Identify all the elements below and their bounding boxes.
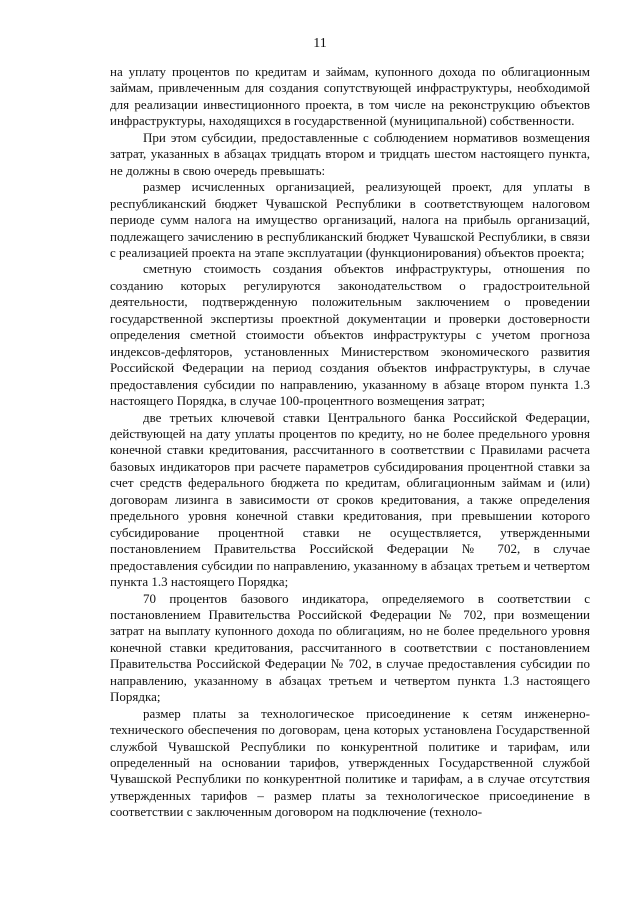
paragraph: две третьих ключевой ставки Центрального банка Российской Федерации, действующей на дату уплаты процентов по кредиту, но не более предельного уровня конечной ставки кредитования, рассчитанного в соответствии с Правилами расчета базовых индикаторов при расчете параметров субсидирования процентной ставки за счет средств федерального бюджета по кредитам, облигационным займам и (или) договорам лизинга в зависимости от сроков кредитования, а также определения предельного уровня конечной ставки кредитования, при превышении которого субсидирование процентной ставки не осуществляется, утвержденными постановлением Правительства Российской Федерации № 702, в случае предоставления субсидии по направлению, указанному в абзацах третьем и четвертом пункта 1.3 настоящего Порядка; bbox=[110, 409, 590, 590]
paragraph: на уплату процентов по кредитам и займам, купонного дохода по облигационным займам, привлеченным для создания сопутствующей инфраструктуры, необходимой для реализации инвестиционного проекта, в том числе на реконструкцию объектов инфраструктуры, находящихся в государственной (муниципальной) собственности. bbox=[110, 64, 590, 129]
paragraph: размер исчисленных организацией, реализующей проект, для уплаты в республиканский бюджет Чувашской Республики в соответствующем налоговом периоде сумм налога на имущество организаций, налога на прибыль организаций, подлежащего зачислению в республиканский бюджет Чувашской Республики, в связи с реализацией проекта на этапе эксплуатации (функционирования) объектов проекта; bbox=[110, 179, 590, 260]
paragraph: При этом субсидии, предоставленные с соблюдением нормативов возмещения затрат, указанных в абзацах тридцать втором и тридцать шестом настоящего пункта, не должны в свою очередь превышать: bbox=[110, 129, 590, 178]
document-body bbox=[110, 64, 590, 821]
paragraph: 70 процентов базового индикатора, определяемого в соответствии с постановлением Правительства Российской Федерации № 702, при возмещении затрат на выплату купонного дохода по облигациям, но не более предельного уровня конечной ставки кредитования, рассчитанного в соответствии с постановлением Правительства Российской Федерации № 702, в случае предоставления субсидии по направлению, указанному в абзацах третьем и четвертом пункта 1.3 настоящего Порядка; bbox=[110, 590, 590, 705]
page-number: 11 bbox=[313, 36, 327, 51]
paragraph: сметную стоимость создания объектов инфраструктуры, отношения по созданию которых регулируются законодательством о градостроительной деятельности, подтвержденную положительным заключением о проведении государственной экспертизы проектной документации и проверки достоверности определения сметной стоимости объектов инфраструктуры с учетом прогноза индексов-дефляторов, установленных Министерством экономического развития Российской Федерации на период создания объектов инфраструктуры, в случае предоставления субсидии по направлению, указанному в абзаце втором пункта 1.3 настоящего Порядка, в случае 100-процентного возмещения затрат; bbox=[110, 261, 590, 409]
paragraph: размер платы за технологическое присоединение к сетям инженерно-технического обеспечения по договорам, цена которых установлена Государственной службой Чувашской Республики по конкурентной политике и тарифам, или определенный на основании тарифов, утвержденных Государственной службой Чувашской Республики по конкурентной политике и тарифам, а в случае отсутствия утвержденных тарифов – размер платы за технологическое присоединение в соответствии с заключенным договором на подключение (техноло- bbox=[110, 705, 590, 820]
